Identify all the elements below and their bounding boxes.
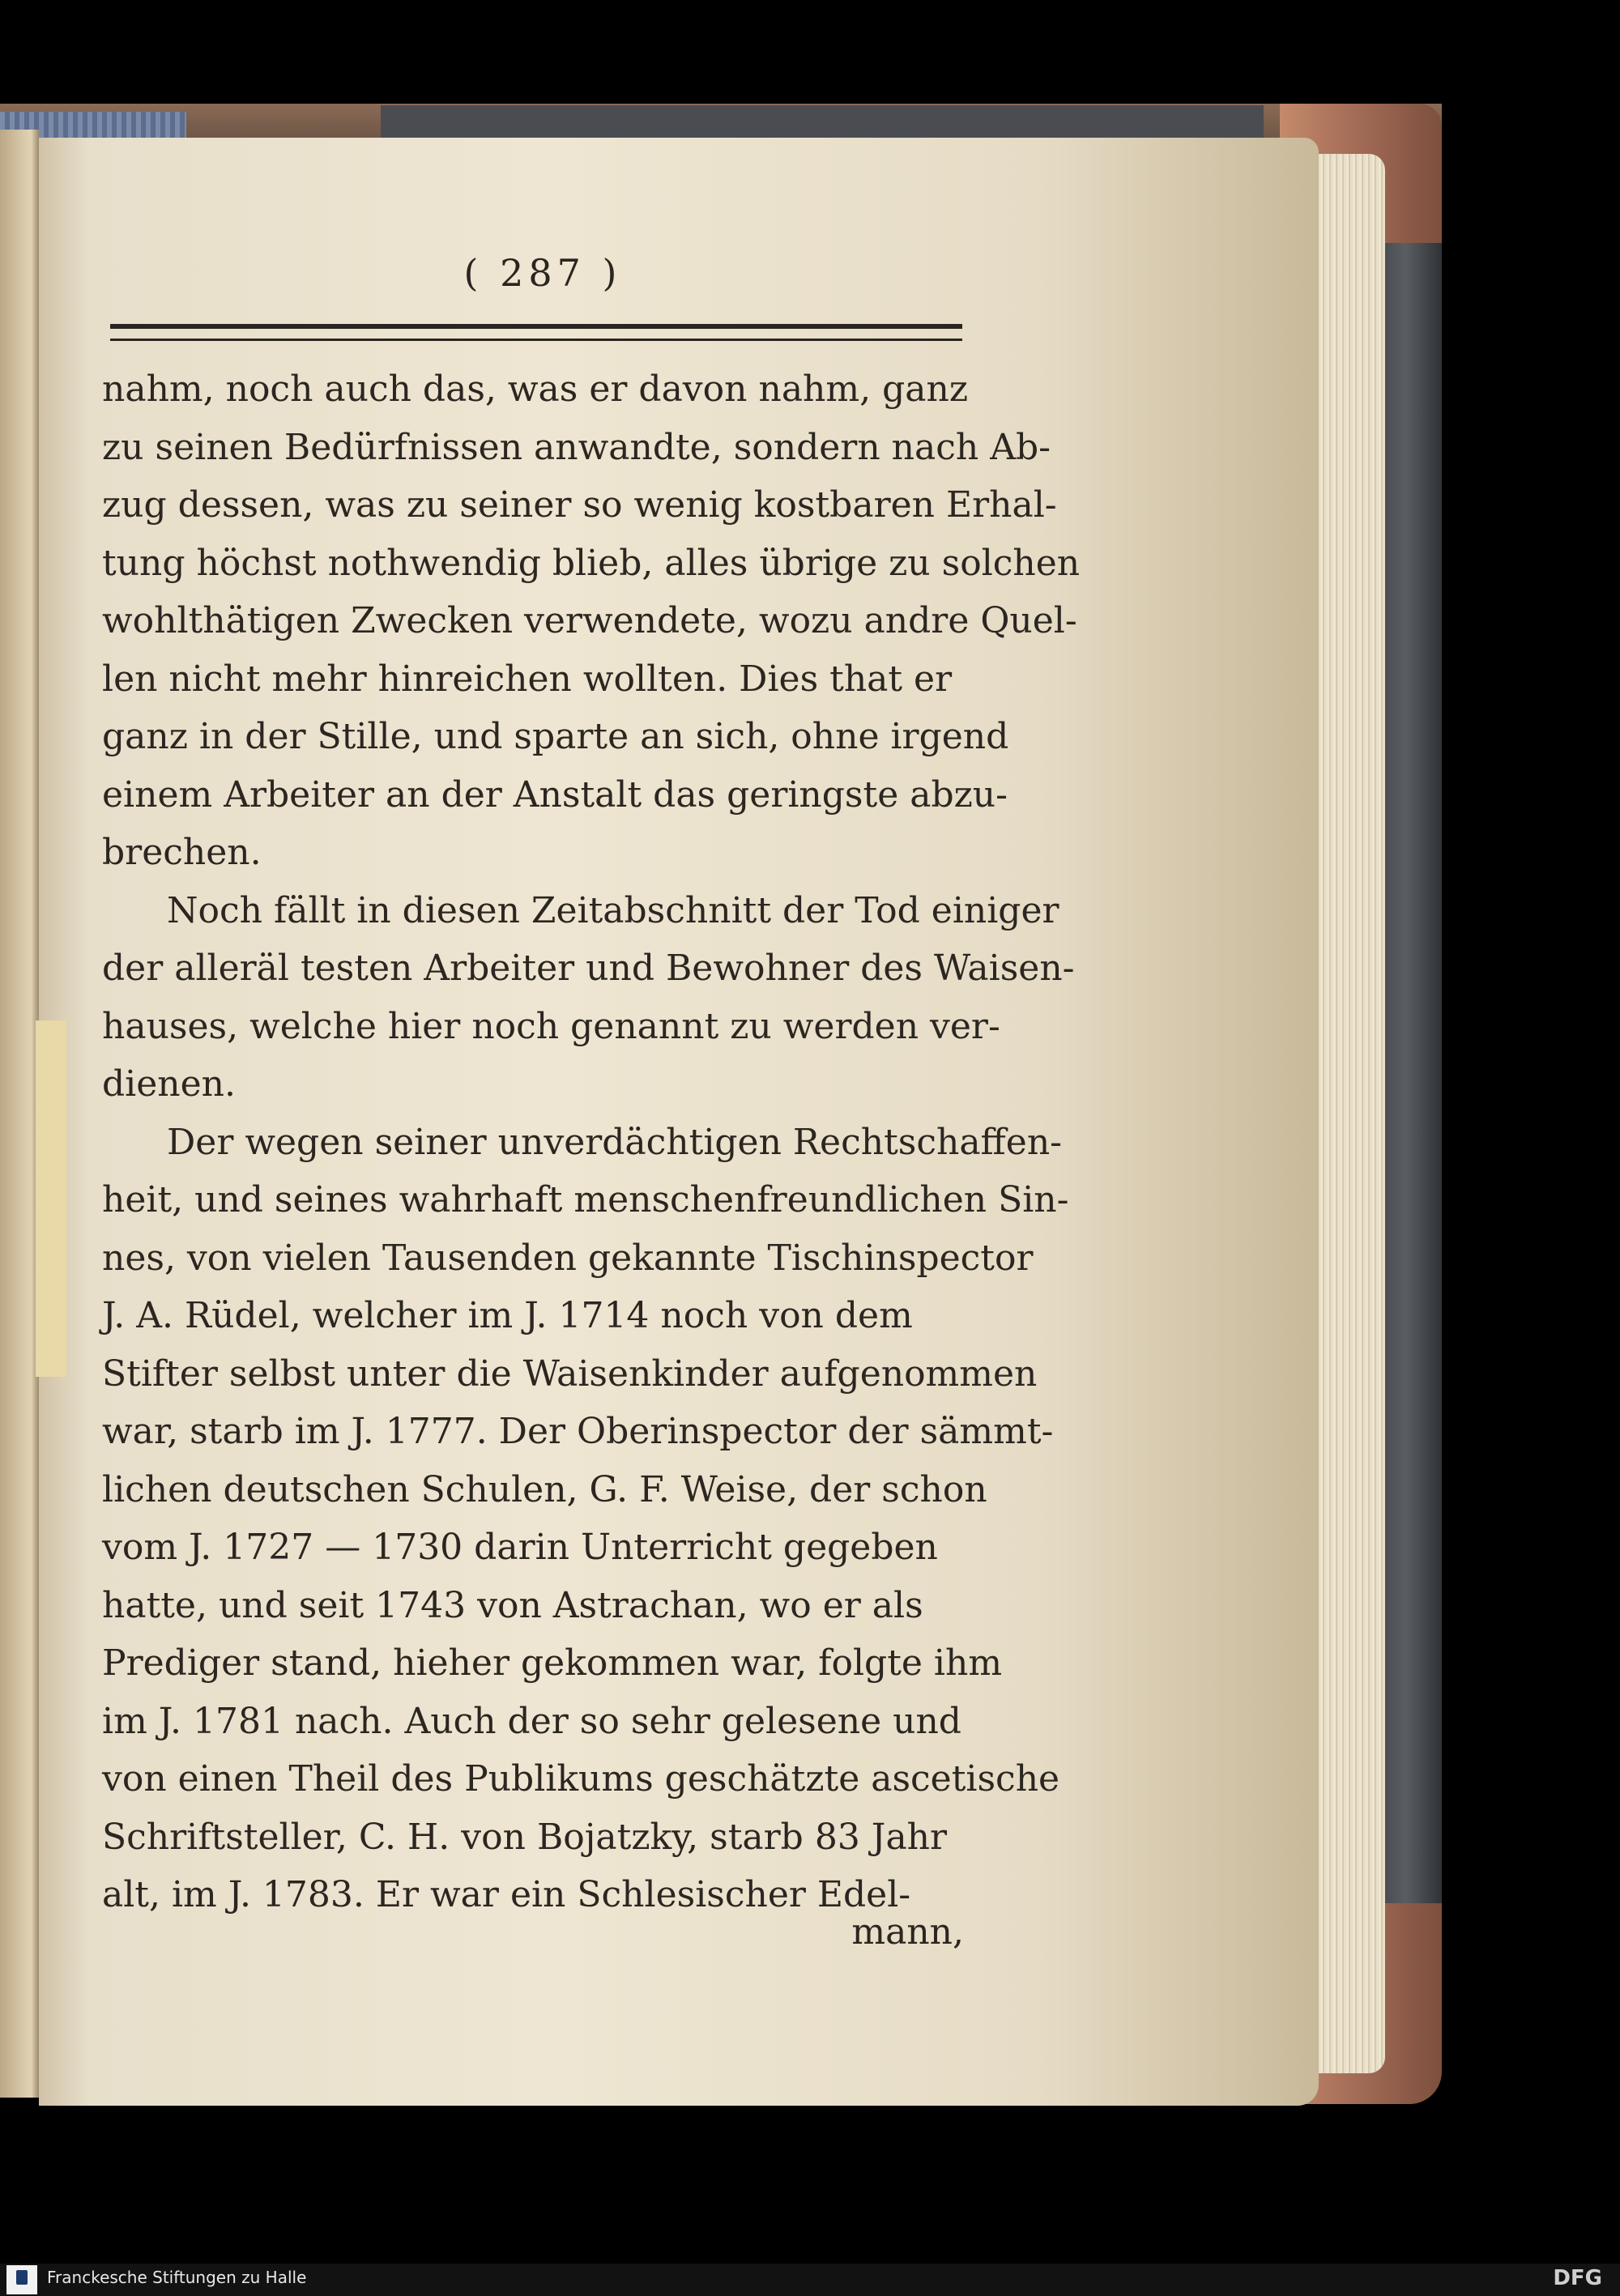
text-line: nahm, noch auch das, was er davon nahm, ganz xyxy=(102,368,968,410)
cover-board-edge xyxy=(381,105,1264,138)
text-line: J. A. Rüdel, welcher im J. 1714 noch von dem xyxy=(102,1295,913,1336)
institution-logo-icon[interactable] xyxy=(6,2265,37,2294)
text-line: brechen. xyxy=(102,832,262,873)
text-line: heit, und seines wahrhaft menschenfreundlichen Sin- xyxy=(102,1179,1069,1220)
text-line: der alleräl testen Arbeiter und Bewohner des Waisen- xyxy=(102,948,1075,989)
text-line: war, starb im J. 1777. Der Oberinspector der sämmt- xyxy=(102,1411,1054,1452)
text-line: ganz in der Stille, und sparte an sich, ohne irgend xyxy=(102,716,1009,757)
body-text xyxy=(102,360,1081,1924)
text-line: hatte, und seit 1743 von Astrachan, wo er als xyxy=(102,1584,923,1626)
text-line: Noch fällt in diesen Zeitabschnitt der Tod einiger xyxy=(167,889,1059,931)
text-line: dienen. xyxy=(102,1063,236,1105)
text-line: Prediger stand, hieher gekommen war, folgte ihm xyxy=(102,1642,1003,1684)
paper-tab xyxy=(36,1020,66,1377)
text-line: Der wegen seiner unverdächtigen Rechtschaffen- xyxy=(167,1121,1063,1163)
catchword: mann, xyxy=(851,1911,964,1953)
text-line: nes, von vielen Tausenden gekannte Tischinspector xyxy=(102,1237,1034,1279)
text-line: einem Arbeiter an der Anstalt das geringste abzu- xyxy=(102,773,1008,816)
text-line: lichen deutschen Schulen, G. F. Weise, der schon xyxy=(102,1468,987,1510)
text-line: alt, im J. 1783. Er war ein Schlesischer Edel- xyxy=(102,1874,911,1915)
text-line: tung höchst nothwendig blieb, alles übrige zu solchen xyxy=(102,542,1081,584)
footer-credit[interactable]: Franckesche Stiftungen zu Halle xyxy=(47,2268,307,2287)
text-line: wohlthätigen Zwecken verwendete, wozu andre Quel- xyxy=(102,600,1077,641)
text-line: Schriftsteller, C. H. von Bojatzky, starb 83 Jahr xyxy=(102,1816,948,1858)
text-line: len nicht mehr hinreichen wollten. Dies that er xyxy=(102,658,953,700)
text-line: vom J. 1727 — 1730 darin Unterricht gegeben xyxy=(102,1527,938,1568)
page-number: ( 287 ) xyxy=(463,251,622,295)
text-line: hauses, welche hier noch genannt zu werden ver- xyxy=(102,1005,1000,1047)
text-line: zu seinen Bedürfnissen anwandte, sondern nach Ab- xyxy=(102,426,1051,468)
dfg-logo[interactable]: DFG xyxy=(1553,2266,1602,2290)
text-line: Stifter selbst unter die Waisenkinder aufgenommen xyxy=(102,1352,1038,1395)
facing-page-edge xyxy=(0,130,39,2098)
text-line: zug dessen, was zu seiner so wenig kostbaren Erhal- xyxy=(102,484,1057,526)
header-rule xyxy=(110,324,962,341)
text-line: von einen Theil des Publikums geschätzte ascetische xyxy=(102,1758,1060,1800)
text-line: im J. 1781 nach. Auch der so sehr gelesene und xyxy=(102,1700,961,1742)
